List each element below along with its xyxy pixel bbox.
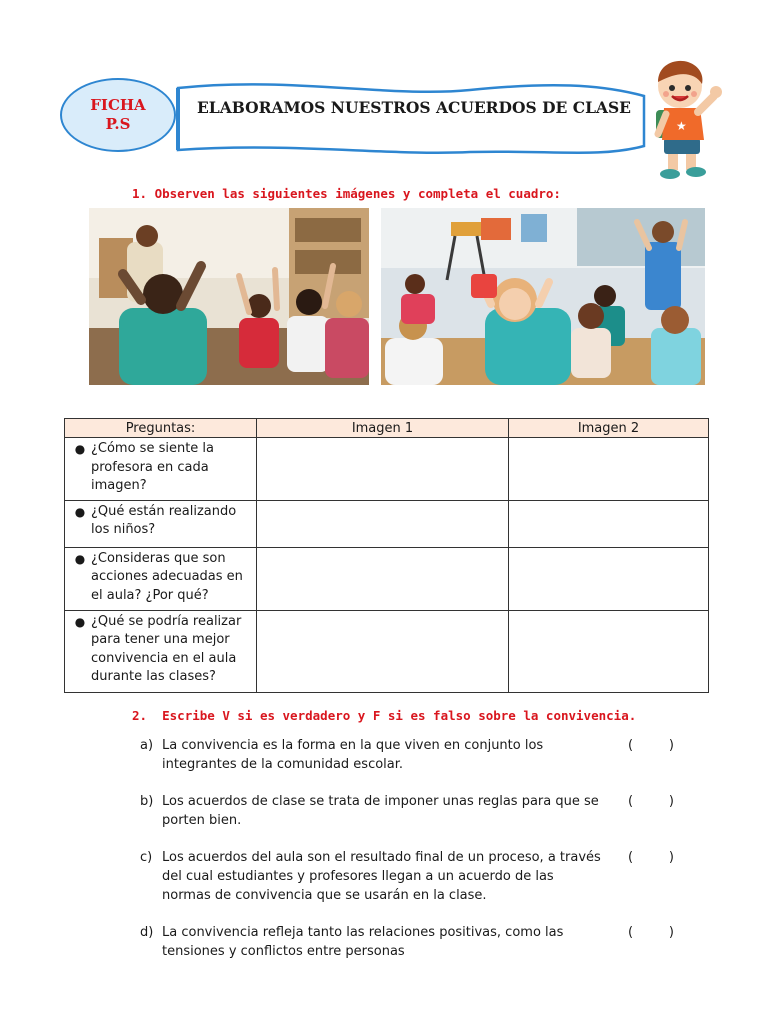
answer-blank[interactable]: ( ) <box>628 850 674 865</box>
section2-number: 2. <box>132 708 148 723</box>
bullet-icon: ● <box>74 551 86 566</box>
question-cell <box>65 547 257 610</box>
header-preguntas: Preguntas: <box>65 419 257 438</box>
page-title: ELABORAMOS NUESTROS ACUERDOS DE CLASE <box>196 98 631 117</box>
statement-text: La convivencia es la forma en la que viven en conjunto los integrantes de la comunidad escolar. <box>162 738 544 772</box>
question-text: ¿Cómo se siente la profesora en cada imagen? <box>91 441 215 493</box>
answer-cell-imagen-1[interactable] <box>257 500 509 547</box>
section2-heading-text: Escribe V si es verdadero y F si es falso sobre la convivencia. <box>162 708 637 723</box>
table-header-row <box>65 419 709 438</box>
answer-cell-imagen-2[interactable] <box>509 438 709 501</box>
badge-line2: P.S <box>105 115 131 133</box>
answer-cell-imagen-2[interactable] <box>509 500 709 547</box>
statement-letter: b) <box>140 794 154 809</box>
question-text: ¿Consideras que son acciones adecuadas en el aula? ¿Por qué? <box>91 550 243 603</box>
statement-b <box>140 792 700 830</box>
table-row <box>65 438 709 501</box>
questions-table <box>64 418 709 693</box>
statement-letter: d) <box>140 925 154 940</box>
section1-heading: 1. Observen las siguientes imágenes y completa el cuadro: <box>132 186 561 201</box>
header-imagen-2: Imagen 2 <box>509 419 709 438</box>
table-row <box>65 500 709 547</box>
statement-d <box>140 923 700 961</box>
answer-blank[interactable]: ( ) <box>628 794 674 809</box>
badge-line1: FICHA <box>90 96 146 114</box>
statement-text: La convivencia refleja tanto las relaciones positivas, como las tensiones y conflictos entre personas <box>162 925 564 959</box>
statement-text: Los acuerdos del aula son el resultado final de un proceso, a través del cual estudiantes y profesores llegan a un acuerdo de las normas de convivencia que se usarán en la clase. <box>162 850 601 903</box>
header-imagen-1: Imagen 1 <box>257 419 509 438</box>
table-row <box>65 610 709 692</box>
answer-cell-imagen-1[interactable] <box>257 547 509 610</box>
bullet-icon: ● <box>74 442 86 456</box>
answer-cell-imagen-1[interactable] <box>257 438 509 501</box>
question-cell <box>65 610 257 692</box>
statement-text: Los acuerdos de clase se trata de imponer unas reglas para que se porten bien. <box>162 794 599 828</box>
ficha-badge <box>60 78 176 152</box>
answer-cell-imagen-2[interactable] <box>509 547 709 610</box>
title-banner <box>170 80 650 158</box>
answer-cell-imagen-1[interactable] <box>257 610 509 692</box>
section2-heading <box>132 708 636 723</box>
svg-text:★: ★ <box>676 119 687 133</box>
answer-cell-imagen-2[interactable] <box>509 610 709 692</box>
classroom-photo-2 <box>381 208 705 385</box>
classroom-photo-1 <box>89 208 369 385</box>
answer-blank[interactable]: ( ) <box>628 925 674 940</box>
question-text: ¿Qué están realizando los niños? <box>91 503 237 537</box>
cartoon-boy-illustration <box>642 58 726 184</box>
bullet-icon: ● <box>74 504 86 519</box>
question-cell <box>65 438 257 501</box>
question-cell <box>65 500 257 547</box>
answer-blank[interactable]: ( ) <box>628 738 674 753</box>
bullet-icon: ● <box>74 614 86 629</box>
question-text: ¿Qué se podría realizar para tener una mejor convivencia en el aula durante las clases? <box>91 613 242 684</box>
statement-a <box>140 736 700 774</box>
statement-letter: c) <box>140 850 153 865</box>
statement-c <box>140 848 700 905</box>
statement-letter: a) <box>140 738 154 753</box>
table-row <box>65 547 709 610</box>
